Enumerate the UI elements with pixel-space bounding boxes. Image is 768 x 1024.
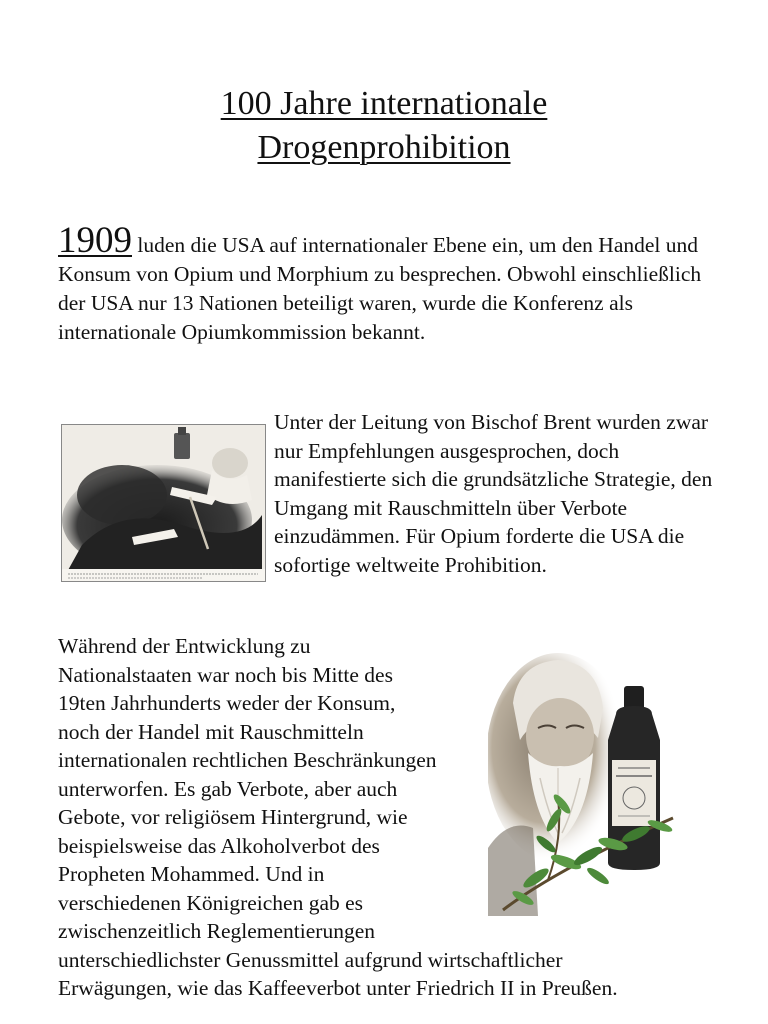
intro-paragraph bbox=[58, 220, 718, 347]
intro-year: 1909 bbox=[58, 220, 132, 261]
opium-smoker-illustration bbox=[61, 424, 266, 582]
section-3-line: unterschiedlichster Genussmittel aufgrund wirtschaftlicher bbox=[58, 947, 563, 972]
section-3-line: Propheten Mohammed. Und in bbox=[58, 862, 325, 886]
page-title-line-2: Drogenprohibition bbox=[257, 129, 511, 166]
section-3-line: Nationalstaaten war noch bis Mitte des bbox=[58, 662, 393, 687]
page-title-line-1: 100 Jahre internationale bbox=[220, 85, 548, 122]
section-3-line: Während der Entwicklung zu bbox=[58, 634, 311, 658]
page-title bbox=[0, 82, 768, 170]
section-3-line: beispielsweise das Alkoholverbot des bbox=[58, 833, 380, 858]
section-3-line: Erwägungen, wie das Kaffeeverbot unter Friedrich II in Preußen. bbox=[58, 976, 618, 1000]
section-3-line: unterworfen. Es gab Verbote, aber auch bbox=[58, 776, 398, 801]
intro-text: luden die USA auf internationaler Ebene ein, um den Handel und Konsum von Opium und Morphium zu besprechen. Obwohl einschließlich der USA nur 13 Nationen beteiligt waren, wurde die Konferenz als internationale Opiumkommission bekannt. bbox=[58, 233, 702, 344]
section-3-line: noch der Handel mit Rauschmitteln bbox=[58, 719, 364, 744]
section-3-line: Gebote, vor religiösem Hintergrund, wie bbox=[58, 805, 408, 829]
section-3-line: internationalen rechtlichen Beschränkungen bbox=[58, 748, 437, 772]
section-3-line: verschiedenen Königreichen gab es bbox=[58, 890, 364, 915]
section-2-paragraph: Unter der Leitung von Bischof Brent wurden zwar nur Empfehlungen ausgesprochen, doch manifestierte sich die grundsätzliche Strategie, den Umgang mit Rauschmitteln über Verbote einzudämmen. Für Opium forderte die USA die sofortige weltweite Prohibition. bbox=[274, 410, 713, 577]
section-3-line: zwischenzeitlich Reglementierungen bbox=[58, 919, 375, 943]
portrait-bottle-illustration bbox=[488, 648, 683, 916]
section-3-line: 19ten Jahrhunderts weder der Konsum, bbox=[58, 691, 396, 715]
